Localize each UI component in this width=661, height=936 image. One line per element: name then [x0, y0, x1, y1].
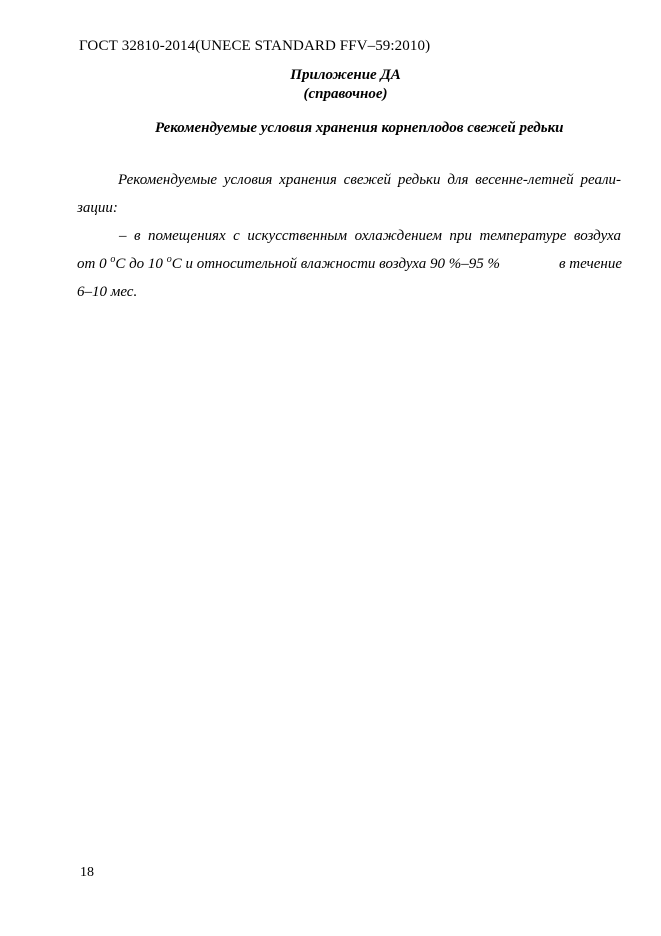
paragraph-2-line-2 — [77, 256, 622, 273]
text-fragment: в течение — [559, 256, 622, 272]
text-fragment: от 0 — [77, 256, 111, 272]
section-title: Рекомендуемые условия хранения корнеплодов свежей редьки — [155, 120, 564, 136]
paragraph-2-line-3: 6–10 мес. — [77, 284, 138, 300]
appendix-subtitle: (справочное) — [303, 86, 388, 102]
paragraph-2-line-1: – в помещениях с искусственным охлаждением при температуре воздуха — [119, 228, 621, 244]
text-fragment: С и относительной влажности воздуха 90 %–95 % — [171, 256, 500, 272]
degree-sign: о — [166, 254, 172, 265]
paragraph-1-line-2: зации: — [77, 200, 118, 216]
page-number: 18 — [80, 865, 94, 880]
text-fragment: С до 10 — [115, 256, 167, 272]
degree-sign: о — [110, 254, 116, 265]
appendix-title: Приложение ДА — [290, 67, 401, 83]
document-header: ГОСТ 32810-2014(UNECE STANDARD FFV–59:2010) — [79, 38, 431, 54]
paragraph-1-line-1: Рекомендуемые условия хранения свежей редьки для весенне-летней реали- — [118, 172, 621, 188]
